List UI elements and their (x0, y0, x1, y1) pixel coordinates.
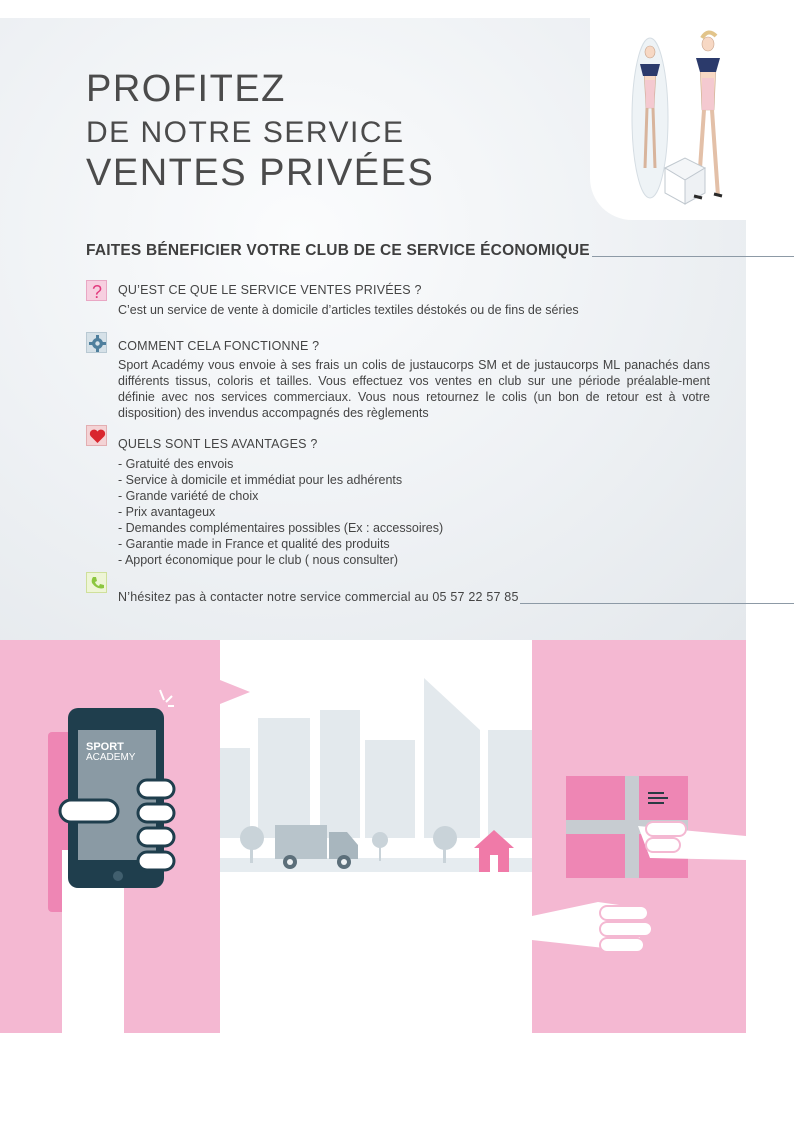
contact-text: N’hésitez pas à contacter notre service commercial au 05 57 22 57 85 (118, 590, 519, 604)
list-item: - Demandes complémentaires possibles (Ex : accessoires) (118, 521, 444, 535)
list-item: - Grande variété de choix (118, 489, 259, 503)
phone-icon (86, 572, 107, 593)
page-title-line-3: VENTES PRIVÉES (86, 152, 435, 194)
list-item: - Service à domicile et immédiat pour les adhérents (118, 473, 403, 487)
list-item: - Garantie made in France et qualité des produits (118, 537, 390, 551)
heading-divider (592, 256, 794, 257)
woman-mirror-illustration (590, 18, 750, 220)
section-heading: FAITES BÉNEFICIER VOTRE CLUB DE CE SERVICE ÉCONOMIQUE (86, 242, 590, 259)
list-item: - Prix avantageux (118, 505, 216, 519)
illustration-corner (590, 18, 750, 220)
heart-icon (86, 425, 107, 446)
contact-divider (520, 603, 794, 604)
q2-title: COMMENT CELA FONCTIONNE ? (118, 339, 320, 353)
list-item: - Apport économique pour le club ( nous consulter) (118, 553, 399, 567)
q3-title: QUELS SONT LES AVANTAGES ? (118, 437, 318, 451)
page-title-line-1: PROFITEZ (86, 68, 286, 110)
page-title-line-2: DE NOTRE SERVICE (86, 116, 405, 149)
phone-brand-line-1: SPORT (86, 741, 124, 753)
svg-text:?: ? (92, 282, 103, 302)
list-item: - Gratuité des envois (118, 457, 234, 471)
q1-text: C’est un service de vente à domicile d’articles textiles déstokés ou de fins de séries (118, 303, 579, 317)
phone-brand-line-2: ACADEMY (86, 752, 136, 763)
gear-icon (86, 332, 107, 353)
delivery-illustration (0, 640, 746, 1033)
q1-title: QU’EST CE QUE LE SERVICE VENTES PRIVÉES ? (118, 283, 422, 297)
q2-text: Sport Académy vous envoie à ses frais un colis de justaucorps SM et de justaucorps ML panachés dans différents tissus, coloris et tailles. Vous effectuez vos ventes en club sur une période préalable-ment définie avec nos services commerciaux. Vous nous retournez le colis (un bon de retour est à votre disposition) des invendus accompagnés des règlements (118, 358, 710, 420)
question-icon (86, 280, 107, 301)
advantages-list (118, 456, 443, 568)
